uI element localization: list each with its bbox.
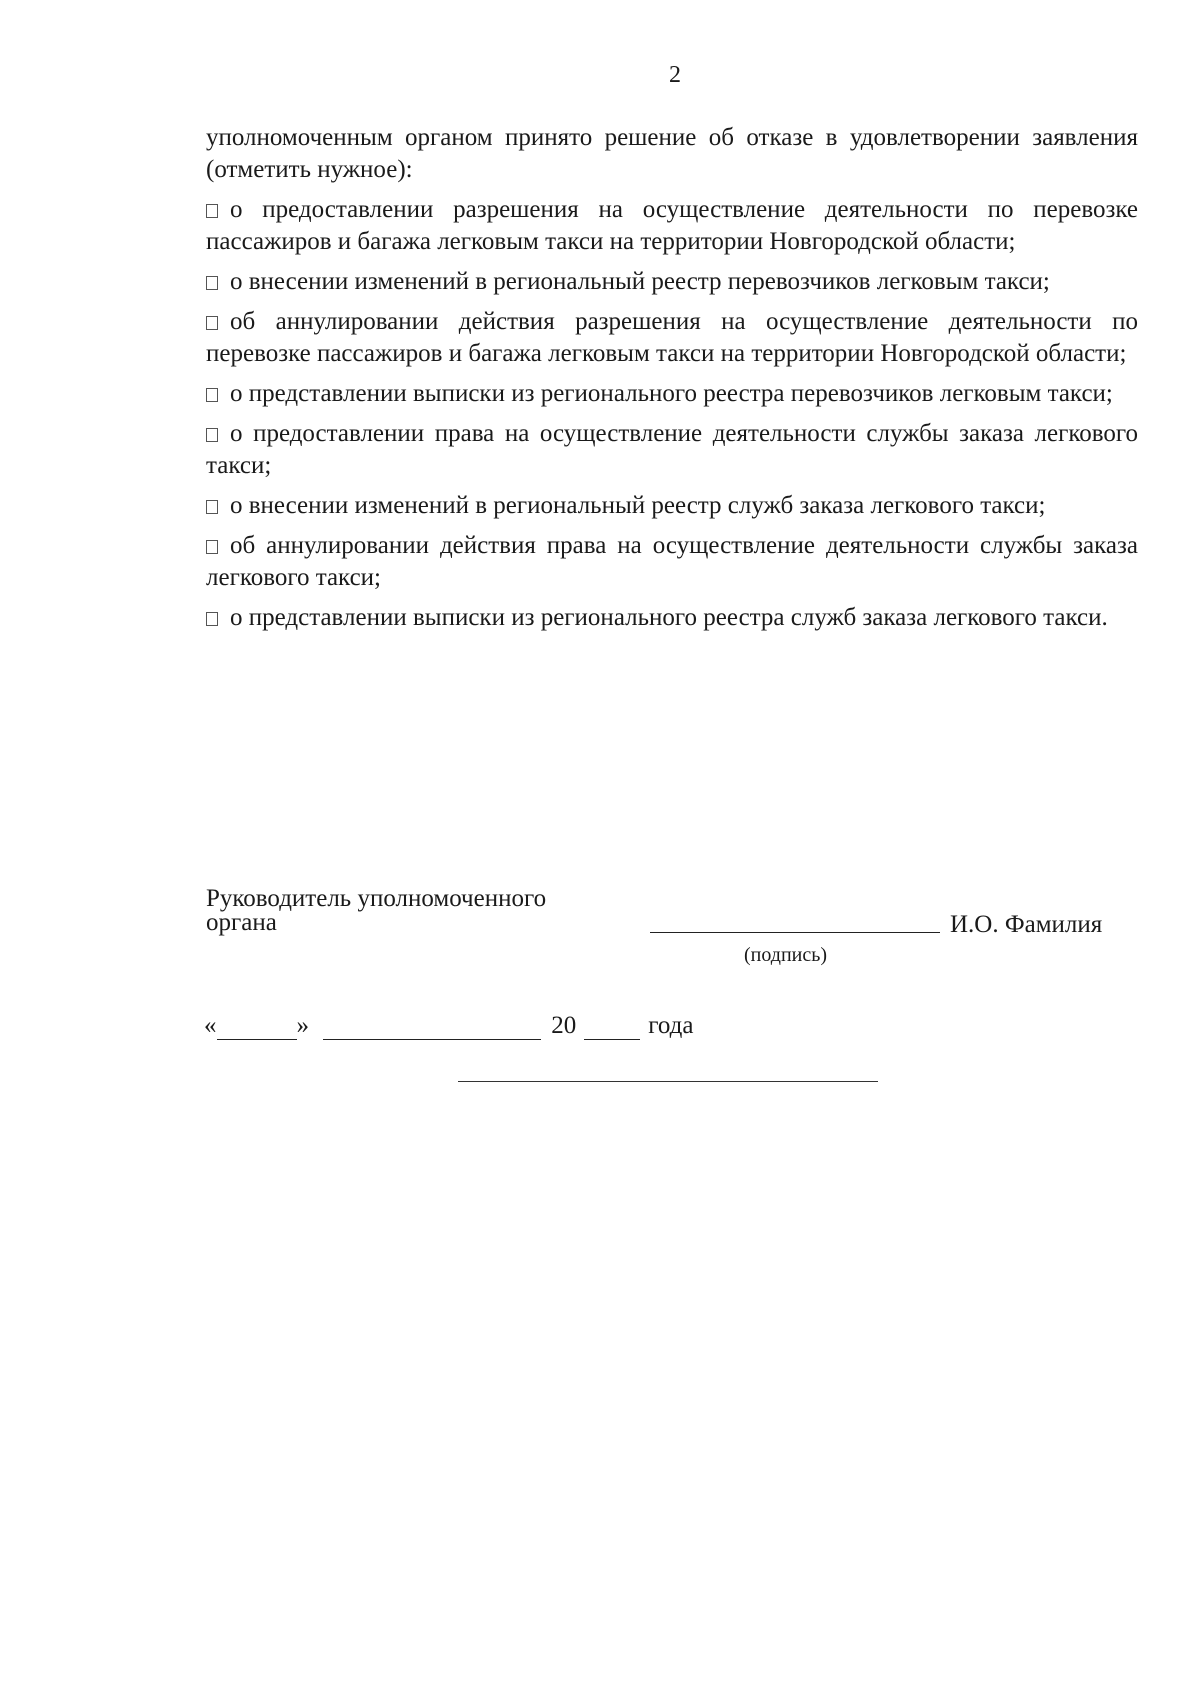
option-item — [206, 490, 1138, 522]
option-text: о внесении изменений в региональный реестр служб заказа легкового такси; — [230, 492, 1046, 519]
option-item — [206, 194, 1138, 258]
year-field[interactable] — [584, 1017, 640, 1040]
day-field[interactable] — [217, 1017, 297, 1040]
checkbox-icon[interactable] — [206, 540, 218, 554]
signatory-title-line2: органа — [206, 909, 277, 936]
option-item — [206, 530, 1138, 594]
option-item — [206, 602, 1138, 634]
option-text: об аннулировании действия разрешения на осуществление деятельности по перевозке пассажиров и багажа легковым такси на территории Новгородской области; — [206, 308, 1138, 367]
signature-line[interactable] — [650, 932, 940, 933]
option-item — [206, 418, 1138, 482]
option-item — [206, 378, 1138, 410]
option-text: о предоставлении разрешения на осуществление деятельности по перевозке пассажиров и багажа легковым такси на территории Новгородской области; — [206, 196, 1138, 255]
option-text: о внесении изменений в региональный реестр перевозчиков легковым такси; — [230, 268, 1050, 295]
option-item — [206, 306, 1138, 370]
checkbox-icon[interactable] — [206, 428, 218, 442]
checkbox-icon[interactable] — [206, 204, 218, 218]
signature-caption: (подпись) — [744, 944, 828, 966]
month-field[interactable] — [323, 1017, 541, 1040]
year-suffix: года — [648, 1012, 694, 1039]
checkbox-icon[interactable] — [206, 316, 218, 330]
signature-block — [206, 886, 1146, 976]
checkbox-icon[interactable] — [206, 388, 218, 402]
year-prefix: 20 — [551, 1012, 577, 1039]
date-line — [204, 1012, 693, 1040]
signatory-name: И.О. Фамилия — [950, 911, 1103, 938]
option-text: о представлении выписки из регионального реестра перевозчиков легковым такси; — [230, 380, 1113, 407]
checkbox-icon[interactable] — [206, 276, 218, 290]
date-open-quote: « — [204, 1012, 217, 1039]
end-divider — [458, 1081, 878, 1082]
checkbox-icon[interactable] — [206, 612, 218, 626]
option-text: о предоставлении права на осуществление деятельности службы заказа легкового такси; — [206, 420, 1138, 479]
option-text: об аннулировании действия права на осуществление деятельности службы заказа легкового такси; — [206, 532, 1138, 591]
option-item — [206, 266, 1138, 298]
document-body — [206, 122, 1138, 642]
intro-paragraph: уполномоченным органом принято решение об отказе в удовлетворении заявления (отметить нужное): — [206, 124, 1138, 183]
date-close-quote: » — [296, 1012, 309, 1039]
option-text: о представлении выписки из регионального реестра служб заказа легкового такси. — [230, 604, 1108, 631]
signatory-title-line1: Руководитель уполномоченного — [206, 885, 547, 912]
page-number: 2 — [669, 62, 681, 88]
checkbox-icon[interactable] — [206, 500, 218, 514]
